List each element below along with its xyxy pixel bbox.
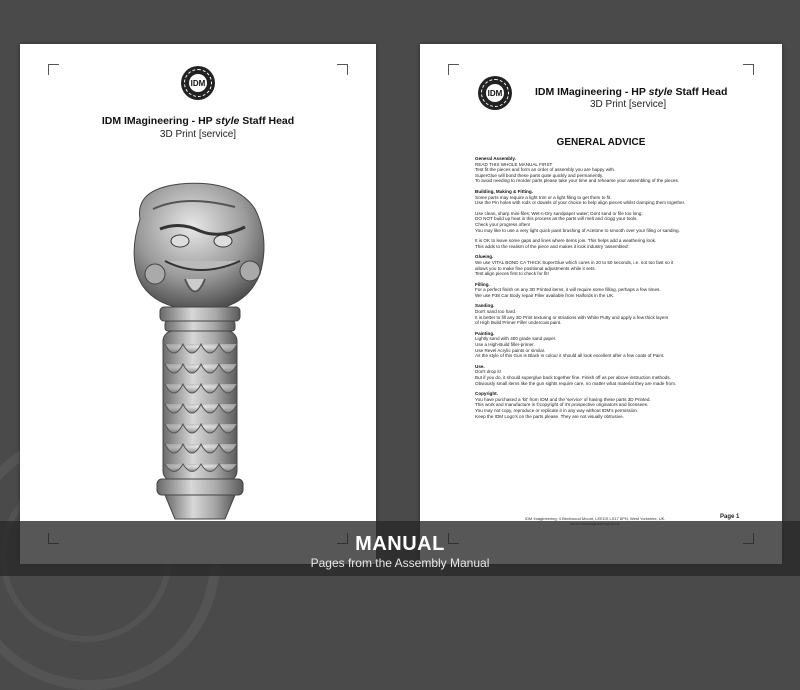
advice-line: Use Revel Acrylic paints or similar. — [475, 347, 546, 353]
advice-section — [475, 254, 775, 276]
title-main: IDM IMagineering - HP — [535, 86, 646, 98]
crop-mark — [448, 64, 459, 75]
advice-section-title: Filling. — [475, 281, 490, 287]
idm-logo — [478, 76, 512, 110]
crop-mark — [743, 64, 754, 75]
advice-line: For a perfect finish on any 3D Printed items, it will require some filling, perhaps a few times. — [475, 287, 661, 293]
advice-line: Use clean, sharp mini-files; Wet-n-Dry sandpaper water; Dont sand or file too long; — [475, 210, 643, 216]
caption-title: MANUAL — [355, 533, 445, 555]
title-tail: Staff Head — [242, 115, 295, 127]
advice-line: But if you do, it should superglue back together fine. Finish off as per above instruction methods. — [475, 375, 671, 380]
crop-mark — [337, 64, 348, 75]
advice-line: As the style of this Gun is Black in colour it should all look excellent after a few coats of Paint. — [475, 353, 665, 359]
advice-line: You have purchased a 'kit' from IDM and the 'service' of having these parts 3D Printed. — [475, 396, 651, 402]
advice-section-title: Use. — [475, 363, 485, 369]
advice-section — [475, 303, 775, 325]
advice-line: allows you to make fine positional adjustments while it sets. — [475, 265, 596, 271]
page-subtitle: 3D Print [service] — [590, 99, 667, 110]
advice-section — [475, 364, 775, 386]
advice-line: Test align pieces first to check for fit! — [475, 271, 549, 277]
advice-section — [475, 282, 775, 299]
advice-line: Lightly sand with 400 grade sand paper. — [475, 336, 557, 342]
advice-line: DO NOT build up heat in this process as the parts will melt and clogg your tools. — [475, 216, 638, 222]
advice-line: READ THIS WHOLE MANUAL FIRST — [475, 161, 553, 167]
advice-line: SuperGlue will bond these parts quite quickly and permanently. — [475, 172, 604, 178]
advice-line: Use a High-Build filler-primer. — [475, 342, 535, 348]
advice-section-title: Sanding. — [475, 303, 495, 309]
advice-section-title: Building, Making & Fitting. — [475, 188, 533, 194]
advice-sections — [475, 156, 775, 424]
advice-line: Use the Pin holes with rods or dowels of your choice to help align pieces whilst clamping them together. — [475, 200, 686, 206]
page-title — [535, 86, 727, 98]
advice-line: We use P38 Car Body repair Filler available from Halfords in the UK. — [475, 292, 615, 298]
crop-mark — [48, 64, 59, 75]
idm-logo-text: IDM — [487, 88, 503, 98]
advice-line: of High Build Primer Filler undercoat paint. — [475, 320, 562, 326]
advice-line: We use VITAL BOND CA THICK SuperGlue which cures in 20 to 50 seconds, i.e. not too fast so it — [475, 259, 674, 265]
idm-logo — [181, 66, 215, 100]
title-tail: Staff Head — [675, 86, 728, 98]
title-style: style — [215, 115, 240, 127]
title-main: IDM IMagineering - HP — [101, 115, 213, 127]
advice-line: It is OK to leave some gaps and lines where items join. This helps add a weathering look. — [475, 238, 657, 244]
title-style: style — [648, 86, 673, 98]
page-title — [20, 115, 376, 127]
page-subtitle: 3D Print [service] — [159, 129, 237, 140]
staff-head-render — [125, 179, 275, 529]
advice-line: Check your progress often! — [475, 221, 531, 227]
advice-line: Some parts may require a light trim or a light filing to get them to fit. — [475, 194, 612, 200]
advice-section-title: Glueing. — [475, 254, 494, 260]
advice-line: You may not copy, reproduce or replicate it in any way without IDM's permission. — [475, 407, 639, 413]
advice-line: Test fit the pieces and form an order of assembly you are happy with. — [475, 167, 616, 173]
advice-line: To avoid needing to reorder parts please take your time and rehearse your assembling of the pieces. — [475, 178, 680, 184]
caption-subtitle: Pages from the Assembly Manual — [310, 556, 490, 570]
advice-section — [475, 331, 775, 359]
footer-address: IDM Imagineering, 4 Birchwood Mount, LEEDS LS17 8PN, West Yorkshire, UK. — [525, 516, 666, 521]
advice-section — [475, 156, 775, 184]
advice-line: It is better to fill any 3D Print texturing or striations with White Putty and apply a few thick layers — [475, 314, 669, 320]
manual-cover-page — [20, 44, 376, 564]
section-heading: GENERAL ADVICE — [556, 137, 646, 148]
advice-section-title: General Assembly. — [475, 156, 516, 161]
advice-section — [475, 391, 775, 419]
advice-line: Don't drop it! — [475, 369, 501, 375]
advice-section — [475, 189, 775, 249]
advice-line: This work and manufacture is ©copyright of it's prospective originators and licensees. — [475, 402, 649, 408]
idm-logo-text: IDM — [190, 78, 206, 88]
advice-section-title: Copyright. — [475, 391, 498, 397]
advice-line: This adds to the realism of the piece and makes it look industry 'assembled'. — [475, 243, 630, 249]
advice-line: You may like to use a very light quick paint brushing of Acetone to smooth over your filing or sanding. — [475, 227, 680, 233]
page-number: Page 1 — [720, 514, 740, 520]
advice-line: Don't sand too hard. — [475, 309, 517, 315]
advice-line: Obviously small items like the gun sights require care, no matter what material they are made from. — [475, 380, 677, 386]
advice-section-title: Painting. — [475, 330, 495, 336]
advice-line: Keep the IDM Logo's on the parts please. They are not visually obtrusive. — [475, 413, 624, 419]
manual-general-advice-page — [420, 44, 782, 564]
